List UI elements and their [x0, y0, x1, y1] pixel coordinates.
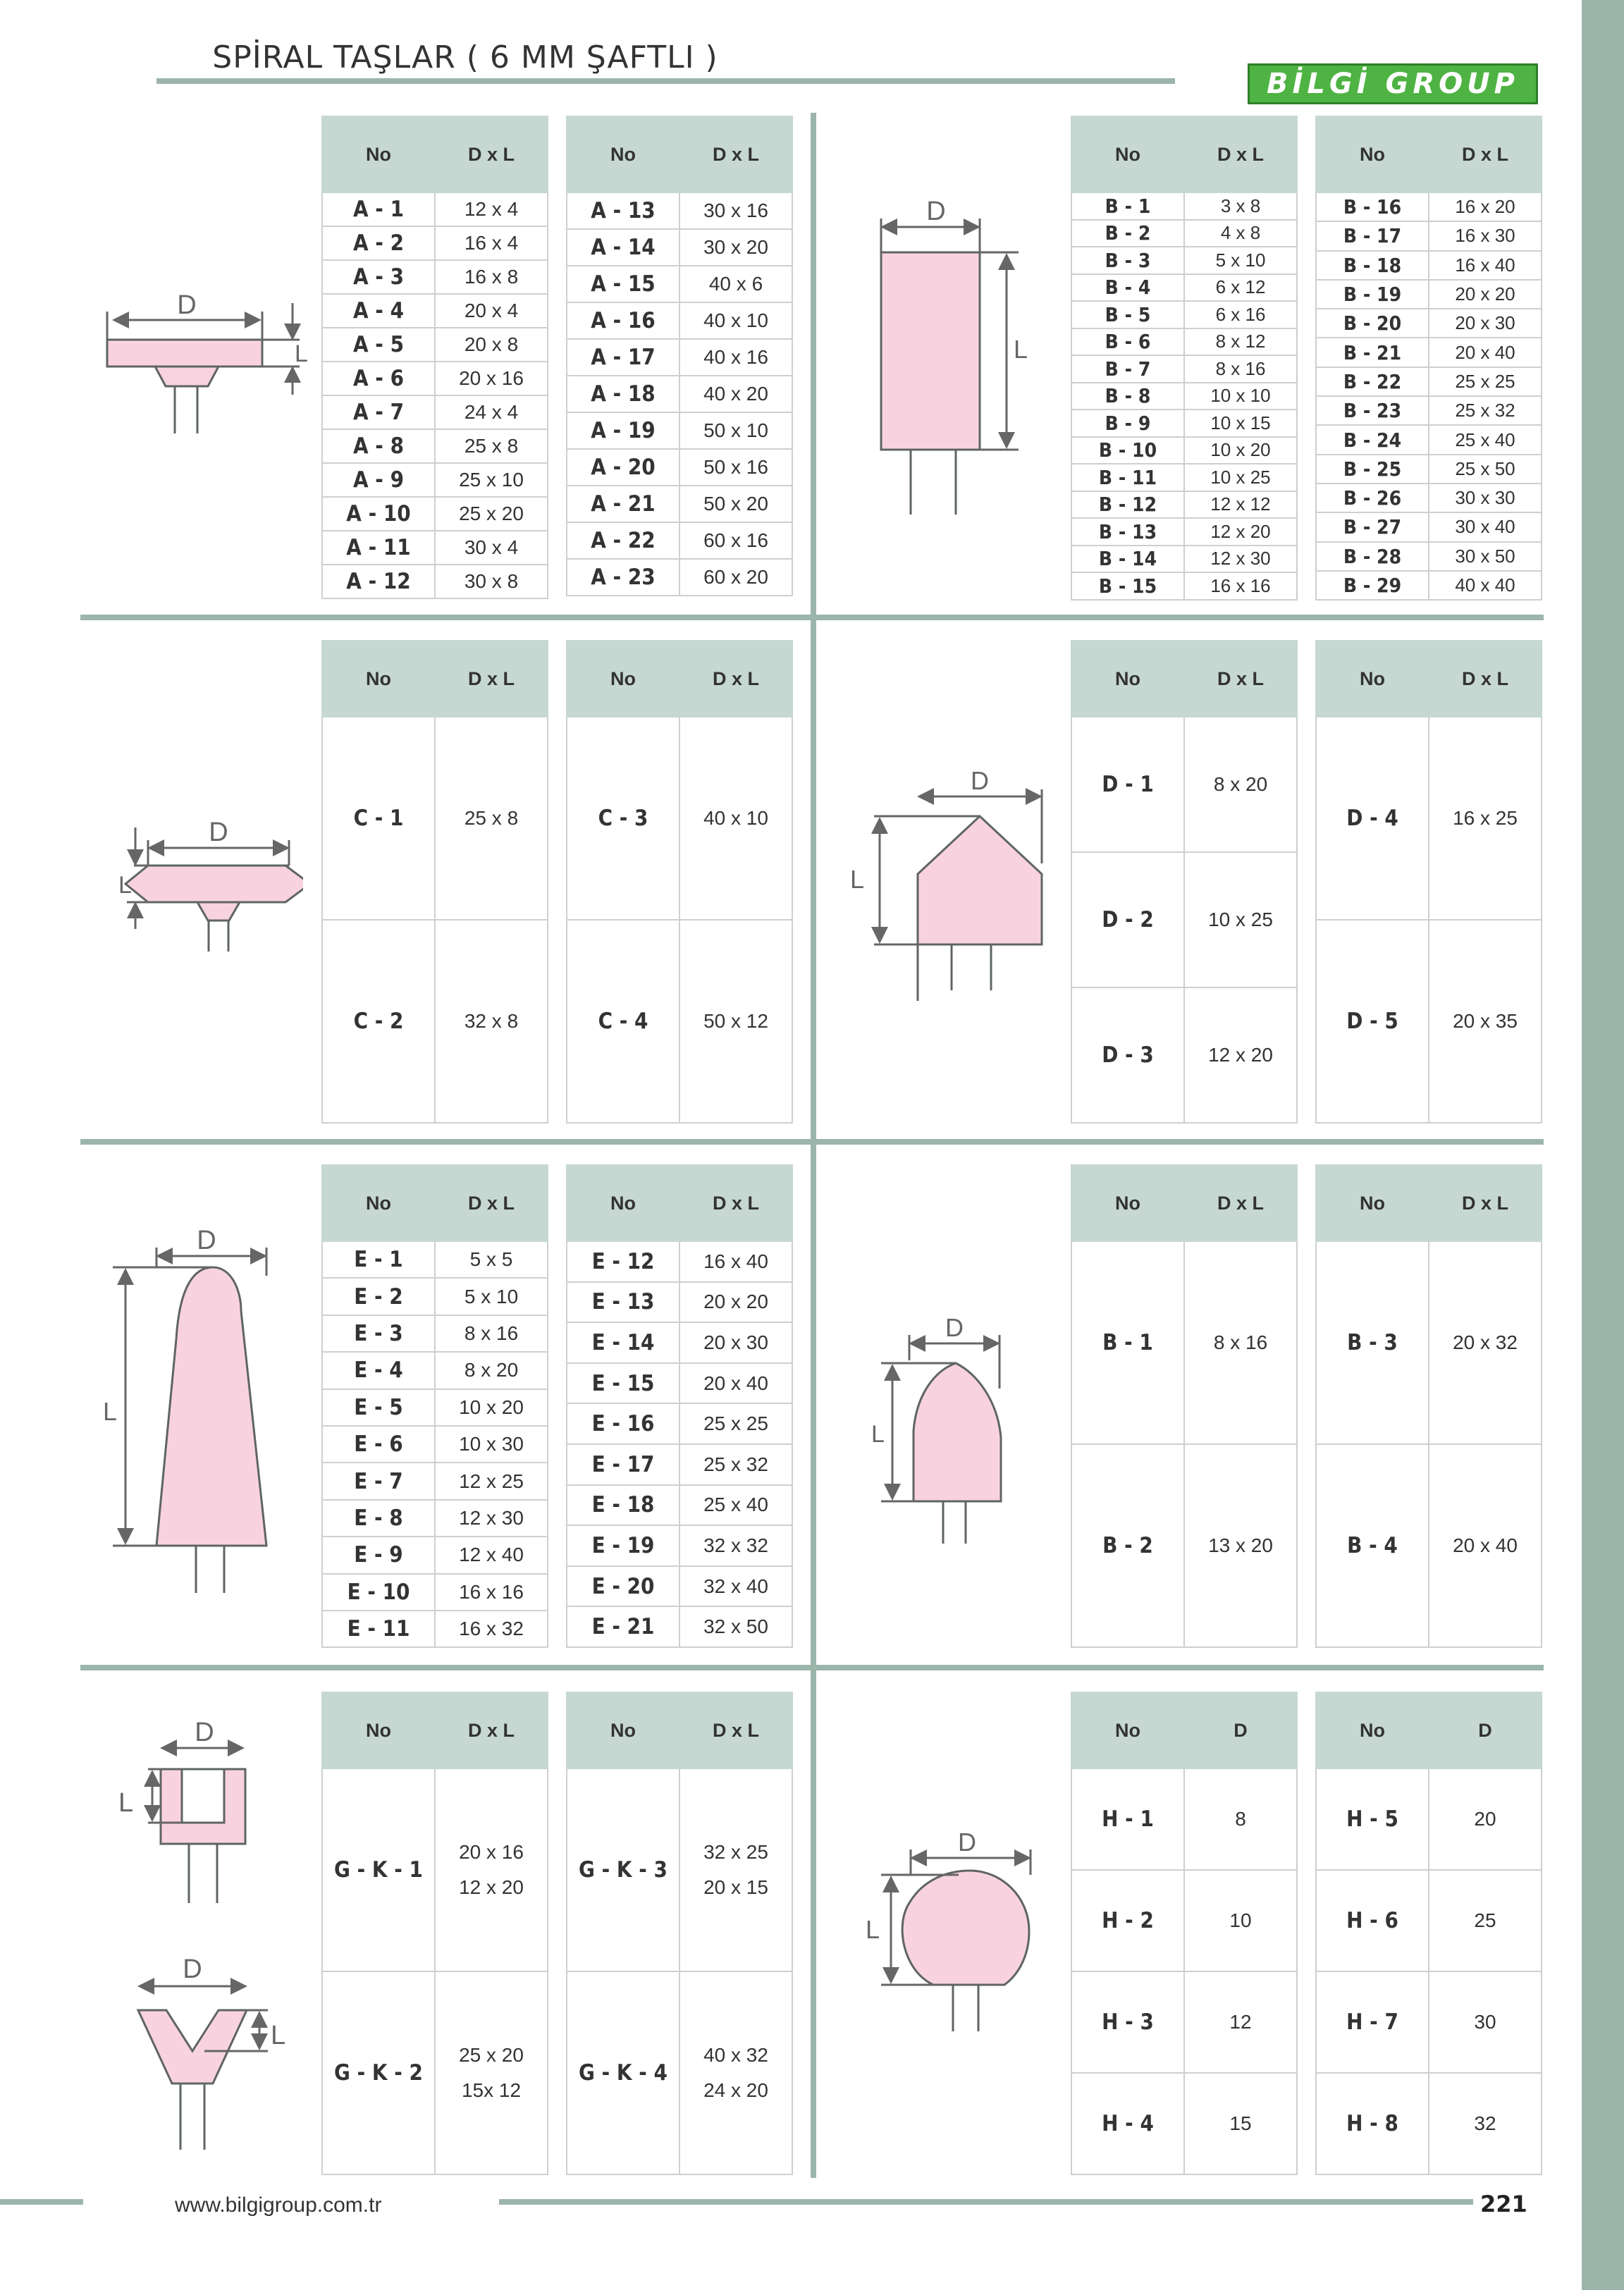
table-cell: 20 x 40	[1429, 338, 1542, 367]
table-cell: B - 20	[1316, 309, 1429, 338]
table-cell: 8 x 16	[1184, 355, 1297, 383]
col-header-dxl: D x L	[1429, 116, 1542, 192]
table-cell: 16 x 16	[435, 1574, 548, 1611]
table-cell: 12 x 20	[1184, 987, 1297, 1123]
table-cell: 4 x 8	[1184, 220, 1297, 247]
col-header-dxl: D x L	[1429, 641, 1542, 717]
table-cell: B - 13	[1071, 518, 1184, 546]
col-header-dxl: D x L	[679, 1692, 792, 1768]
table-cell: B - 29	[1316, 571, 1429, 600]
table-cell: 25 x 20	[435, 497, 548, 531]
svg-text:L: L	[850, 865, 865, 894]
table-cell: 32 x 8	[435, 920, 548, 1123]
table-cell: 12 x 40	[435, 1537, 548, 1573]
table-cell: D - 1	[1071, 717, 1184, 852]
table-cell: 12 x 30	[435, 1500, 548, 1537]
col-header-dxl: D x L	[1184, 116, 1297, 192]
table-cell: B - 2	[1071, 1444, 1184, 1647]
col-header-no: No	[1071, 116, 1184, 192]
table-cell: G - K - 1	[322, 1768, 435, 1971]
table-cell: A - 12	[322, 565, 435, 598]
table-cell	[435, 1971, 548, 2174]
table-f-1	[1071, 1164, 1298, 1648]
table-cell: H - 7	[1316, 1971, 1429, 2073]
table-cell: B - 28	[1316, 542, 1429, 571]
table-cell: 25 x 40	[679, 1485, 792, 1526]
table-cell: B - 5	[1071, 301, 1184, 328]
table-cell: 50 x 10	[679, 412, 792, 449]
table-g-2	[566, 1692, 793, 2175]
table-cell: 13 x 20	[1184, 1444, 1297, 1647]
svg-text:L: L	[118, 872, 132, 899]
table-cell: 20 x 4	[435, 294, 548, 328]
col-header-no: No	[1316, 641, 1429, 717]
col-header-dxl: D x L	[679, 641, 792, 717]
svg-text:D: D	[183, 1954, 202, 1984]
table-cell: A - 1	[322, 192, 435, 226]
table-cell: 5 x 10	[435, 1278, 548, 1315]
table-cell: B - 1	[1071, 192, 1184, 220]
table-cell: A - 21	[567, 486, 679, 522]
table-cell: 10 x 20	[1184, 437, 1297, 464]
table-cell: 30 x 20	[679, 229, 792, 266]
table-cell: 32 x 40	[679, 1566, 792, 1607]
footer-rule-left	[0, 2199, 83, 2205]
col-header-no: No	[322, 116, 435, 192]
table-cell: A - 3	[322, 260, 435, 294]
table-cell: 40 x 10	[679, 302, 792, 339]
col-header-dxl: D x L	[1184, 1165, 1297, 1241]
table-cell: A - 9	[322, 463, 435, 497]
table-cell	[679, 1971, 792, 2174]
col-header-no: No	[1316, 1692, 1429, 1768]
table-cell: 16 x 20	[1429, 192, 1542, 221]
table-cell: G - K - 4	[567, 1971, 679, 2174]
size-line: 40 x 32	[703, 2044, 768, 2066]
table-cell: B - 23	[1316, 396, 1429, 425]
table-cell: E - 15	[567, 1363, 679, 1404]
table-cell: 16 x 4	[435, 226, 548, 260]
size-line: 15x 12	[461, 2079, 522, 2101]
table-cell: E - 12	[567, 1241, 679, 1282]
table-cell: A - 11	[322, 531, 435, 565]
table-cell: 20 x 16	[435, 362, 548, 395]
table-cell: 25 x 25	[1429, 367, 1542, 396]
table-cell: 25 x 40	[1429, 425, 1542, 454]
table-cell: E - 6	[322, 1426, 435, 1463]
col-header-dxl: D x L	[1184, 641, 1297, 717]
table-cell: B - 18	[1316, 251, 1429, 280]
col-header-d: D	[1429, 1692, 1542, 1768]
table-cell: 30 x 50	[1429, 542, 1542, 571]
table-cell: 12 x 4	[435, 192, 548, 226]
table-cell: A - 5	[322, 328, 435, 362]
table-cell: C - 1	[322, 717, 435, 920]
table-cell: 3 x 8	[1184, 192, 1297, 220]
size-line: 24 x 20	[703, 2079, 768, 2101]
col-header-no: No	[1071, 1165, 1184, 1241]
table-cell: 25 x 10	[435, 463, 548, 497]
col-header-no: No	[1316, 1165, 1429, 1241]
table-cell: 10 x 20	[435, 1389, 548, 1426]
table-cell: 10 x 15	[1184, 410, 1297, 437]
table-cell: B - 24	[1316, 425, 1429, 454]
svg-text:L: L	[118, 1788, 134, 1818]
col-header-no: No	[567, 1692, 679, 1768]
table-cell: B - 3	[1316, 1241, 1429, 1444]
table-b-1	[1071, 116, 1298, 601]
table-cell: 10 x 25	[1184, 852, 1297, 987]
table-cell: 20 x 35	[1429, 920, 1542, 1123]
table-cell: E - 14	[567, 1322, 679, 1363]
column-divider	[811, 113, 816, 2178]
table-cell: 25 x 8	[435, 429, 548, 463]
table-h-1	[1071, 1692, 1298, 2175]
table-cell: B - 12	[1071, 491, 1184, 519]
table-a-1	[321, 116, 548, 599]
taper-cone-diagram	[92, 1219, 289, 1600]
table-cell: 20 x 30	[679, 1322, 792, 1363]
table-cell: E - 2	[322, 1278, 435, 1315]
table-cell: H - 6	[1316, 1870, 1429, 1971]
table-cell: B - 4	[1316, 1444, 1429, 1647]
table-cell: A - 17	[567, 339, 679, 376]
table-cell: 50 x 12	[679, 920, 792, 1123]
table-cell: 25 x 8	[435, 717, 548, 920]
table-cell: A - 19	[567, 412, 679, 449]
bullet-wheel-diagram	[860, 1304, 1029, 1551]
table-cell: 40 x 40	[1429, 571, 1542, 600]
table-cell: A - 23	[567, 559, 679, 596]
table-cell: 8 x 16	[1184, 1241, 1297, 1444]
col-header-dxl: D x L	[435, 116, 548, 192]
svg-text:L: L	[871, 1421, 885, 1448]
col-header-dxl: D x L	[1429, 1165, 1542, 1241]
table-cell: 8 x 20	[435, 1352, 548, 1389]
table-cell: 8 x 12	[1184, 328, 1297, 356]
col-header-no: No	[322, 641, 435, 717]
table-cell: 25 x 25	[679, 1403, 792, 1444]
table-cell: 8 x 16	[435, 1315, 548, 1352]
table-cell: E - 20	[567, 1566, 679, 1607]
table-cell: 20 x 20	[679, 1282, 792, 1323]
table-cell: A - 10	[322, 497, 435, 531]
table-cell: 30 x 8	[435, 565, 548, 598]
table-cell: E - 13	[567, 1282, 679, 1323]
table-cell: B - 16	[1316, 192, 1429, 221]
table-c-2	[566, 640, 793, 1124]
table-cell: E - 21	[567, 1606, 679, 1647]
table-cell: B - 21	[1316, 338, 1429, 367]
table-cell: A - 7	[322, 395, 435, 429]
table-cell: 16 x 25	[1429, 717, 1542, 920]
table-cell: 12	[1184, 1971, 1297, 2073]
svg-text:D: D	[177, 290, 197, 320]
svg-text:D: D	[945, 1313, 964, 1342]
table-cell: B - 15	[1071, 572, 1184, 600]
table-cell: 10 x 10	[1184, 383, 1297, 410]
table-cell: 16 x 8	[435, 260, 548, 294]
table-cell: 20 x 20	[1429, 280, 1542, 309]
table-cell: B - 25	[1316, 455, 1429, 484]
table-cell: 12 x 12	[1184, 491, 1297, 519]
table-cell: A - 22	[567, 522, 679, 559]
table-cell: 25	[1429, 1870, 1542, 1971]
table-cell: E - 17	[567, 1444, 679, 1485]
svg-text:L: L	[295, 340, 308, 367]
size-line: 25 x 20	[459, 2044, 524, 2066]
table-cell	[679, 1768, 792, 1971]
table-e-2	[566, 1164, 793, 1648]
table-cell: H - 5	[1316, 1768, 1429, 1870]
table-e-1	[321, 1164, 548, 1648]
table-cell: E - 9	[322, 1537, 435, 1573]
table-cell: 20 x 32	[1429, 1241, 1542, 1444]
table-cell: 20 x 8	[435, 328, 548, 362]
table-cell: 32	[1429, 2073, 1542, 2174]
svg-text:D: D	[195, 1718, 214, 1747]
table-cell: B - 7	[1071, 355, 1184, 383]
table-cell: B - 17	[1316, 221, 1429, 250]
table-cell: E - 19	[567, 1525, 679, 1566]
table-cell: B - 6	[1071, 328, 1184, 356]
col-header-no: No	[1071, 641, 1184, 717]
svg-text:D: D	[197, 1226, 216, 1255]
table-cell: 10	[1184, 1870, 1297, 1971]
table-cell: H - 3	[1071, 1971, 1184, 2073]
col-header-dxl: D x L	[679, 1165, 792, 1241]
size-line: 12 x 20	[459, 1876, 524, 1898]
table-cell: E - 10	[322, 1574, 435, 1611]
table-cell: 30 x 16	[679, 192, 792, 229]
table-cell: 30 x 4	[435, 531, 548, 565]
table-cell: 25 x 50	[1429, 455, 1542, 484]
table-cell: C - 4	[567, 920, 679, 1123]
footer-rule-right	[499, 2199, 1473, 2205]
table-cell: A - 14	[567, 229, 679, 266]
table-cell: A - 15	[567, 266, 679, 302]
table-cell: E - 16	[567, 1403, 679, 1444]
table-cell: 20 x 40	[679, 1363, 792, 1404]
table-cell: D - 2	[1071, 852, 1184, 987]
col-header-dxl: D x L	[435, 1165, 548, 1241]
table-cell: E - 1	[322, 1241, 435, 1278]
table-cell: B - 3	[1071, 247, 1184, 274]
table-cell: A - 2	[322, 226, 435, 260]
size-line: 20 x 16	[459, 1841, 524, 1863]
table-cell: B - 2	[1071, 220, 1184, 247]
table-cell: B - 9	[1071, 410, 1184, 437]
table-cell: B - 11	[1071, 464, 1184, 491]
col-header-no: No	[322, 1692, 435, 1768]
table-cell: 6 x 12	[1184, 274, 1297, 302]
table-cell: 20 x 30	[1429, 309, 1542, 338]
col-header-no: No	[1071, 1692, 1184, 1768]
table-cell: 16 x 40	[679, 1241, 792, 1282]
table-cell: E - 7	[322, 1463, 435, 1499]
table-cell: E - 11	[322, 1611, 435, 1647]
table-cell: B - 26	[1316, 484, 1429, 512]
table-cell: H - 4	[1071, 2073, 1184, 2174]
page-number: 221	[1480, 2191, 1527, 2217]
col-header-d: D	[1184, 1692, 1297, 1768]
table-f-2	[1315, 1164, 1542, 1648]
svg-text:D: D	[971, 768, 989, 795]
hexagon-edge-wheel-diagram	[113, 811, 303, 959]
table-cell: 16 x 40	[1429, 251, 1542, 280]
table-cell: 30 x 40	[1429, 512, 1542, 541]
table-cell: B - 19	[1316, 280, 1429, 309]
table-cell: E - 18	[567, 1485, 679, 1526]
table-cell: C - 3	[567, 717, 679, 920]
table-cell: 30	[1429, 1971, 1542, 2073]
table-cell: E - 3	[322, 1315, 435, 1352]
table-cell: 16 x 30	[1429, 221, 1542, 250]
table-cell: A - 20	[567, 449, 679, 486]
svg-text:D: D	[958, 1828, 976, 1857]
table-cell: B - 22	[1316, 367, 1429, 396]
table-cell: D - 3	[1071, 987, 1184, 1123]
svg-text:L: L	[103, 1397, 118, 1426]
table-cell: 25 x 32	[679, 1444, 792, 1485]
footer-website[interactable]: www.bilgigroup.com.tr	[175, 2193, 382, 2217]
table-cell: 5 x 10	[1184, 247, 1297, 274]
table-cell: 12 x 25	[435, 1463, 548, 1499]
table-cell: G - K - 3	[567, 1768, 679, 1971]
table-cell: H - 8	[1316, 2073, 1429, 2174]
table-cell: E - 8	[322, 1500, 435, 1537]
table-cell: 24 x 4	[435, 395, 548, 429]
disc-wheel-diagram	[99, 282, 324, 444]
svg-text:L: L	[271, 2021, 286, 2050]
table-cell: B - 27	[1316, 512, 1429, 541]
table-d-1	[1071, 640, 1298, 1124]
table-cell: A - 13	[567, 192, 679, 229]
table-cell: B - 14	[1071, 546, 1184, 573]
table-cell: A - 8	[322, 429, 435, 463]
table-cell: A - 4	[322, 294, 435, 328]
side-accent-strip	[1582, 0, 1624, 2290]
table-cell: 60 x 16	[679, 522, 792, 559]
ball-wheel-diagram	[860, 1826, 1043, 2037]
table-cell: 20	[1429, 1768, 1542, 1870]
table-cell: 32 x 50	[679, 1606, 792, 1647]
page-title: SPİRAL TAŞLAR ( 6 MM ŞAFTLI )	[212, 39, 718, 75]
table-cell: 15	[1184, 2073, 1297, 2174]
table-cell: 8 x 20	[1184, 717, 1297, 852]
table-cell: 50 x 16	[679, 449, 792, 486]
col-header-dxl: D x L	[679, 116, 792, 192]
table-cell: 40 x 20	[679, 376, 792, 412]
table-cell: E - 4	[322, 1352, 435, 1389]
logo-text: BİLGİ GROUP	[1267, 68, 1519, 100]
table-cell: 6 x 16	[1184, 301, 1297, 328]
svg-text:D: D	[209, 818, 228, 847]
table-cell: 20 x 40	[1429, 1444, 1542, 1647]
table-cell: B - 1	[1071, 1241, 1184, 1444]
size-line: 32 x 25	[703, 1841, 768, 1863]
svg-text:L: L	[1014, 335, 1028, 364]
col-header-no: No	[567, 641, 679, 717]
col-header-no: No	[1316, 116, 1429, 192]
table-cell: B - 8	[1071, 383, 1184, 410]
size-line: 20 x 15	[703, 1876, 768, 1898]
table-h-2	[1315, 1692, 1542, 2175]
table-d-2	[1315, 640, 1542, 1124]
table-cell: 40 x 10	[679, 717, 792, 920]
table-b-2	[1315, 116, 1542, 601]
table-cell: 60 x 20	[679, 559, 792, 596]
table-cell: 16 x 32	[435, 1611, 548, 1647]
svg-text:L: L	[866, 1915, 880, 1944]
table-a-2	[566, 116, 793, 596]
cup-wheel-diagram	[106, 1713, 275, 1910]
table-cell: 16 x 16	[1184, 572, 1297, 600]
table-cell: B - 4	[1071, 274, 1184, 302]
table-cell: H - 1	[1071, 1768, 1184, 1870]
table-cell: 40 x 6	[679, 266, 792, 302]
table-cell: A - 18	[567, 376, 679, 412]
table-cell	[435, 1768, 548, 1971]
table-cell: A - 6	[322, 362, 435, 395]
v-cup-wheel-diagram	[120, 1945, 310, 2157]
table-cell: 5 x 5	[435, 1241, 548, 1278]
table-cell: 12 x 20	[1184, 518, 1297, 546]
table-cell: 32 x 32	[679, 1525, 792, 1566]
table-cell: 10 x 25	[1184, 464, 1297, 491]
brand-logo	[1248, 63, 1538, 104]
cylinder-wheel-diagram	[867, 190, 1050, 522]
table-cell: B - 10	[1071, 437, 1184, 464]
table-cell: E - 5	[322, 1389, 435, 1426]
table-cell: C - 2	[322, 920, 435, 1123]
table-cell: 10 x 30	[435, 1426, 548, 1463]
pointed-wheel-diagram	[846, 768, 1057, 1008]
col-header-no: No	[322, 1165, 435, 1241]
table-cell: 25 x 32	[1429, 396, 1542, 425]
table-cell: 12 x 30	[1184, 546, 1297, 573]
table-cell: 30 x 30	[1429, 484, 1542, 512]
col-header-no: No	[567, 116, 679, 192]
col-header-dxl: D x L	[435, 1692, 548, 1768]
svg-text:D: D	[926, 197, 946, 226]
table-c-1	[321, 640, 548, 1124]
table-cell: D - 5	[1316, 920, 1429, 1123]
title-underline	[156, 78, 1175, 84]
table-cell: 40 x 16	[679, 339, 792, 376]
table-cell: A - 16	[567, 302, 679, 339]
col-header-dxl: D x L	[435, 641, 548, 717]
table-g-1	[321, 1692, 548, 2175]
table-cell: H - 2	[1071, 1870, 1184, 1971]
table-cell: D - 4	[1316, 717, 1429, 920]
col-header-no: No	[567, 1165, 679, 1241]
table-cell: 8	[1184, 1768, 1297, 1870]
table-cell: G - K - 2	[322, 1971, 435, 2174]
table-cell: 50 x 20	[679, 486, 792, 522]
